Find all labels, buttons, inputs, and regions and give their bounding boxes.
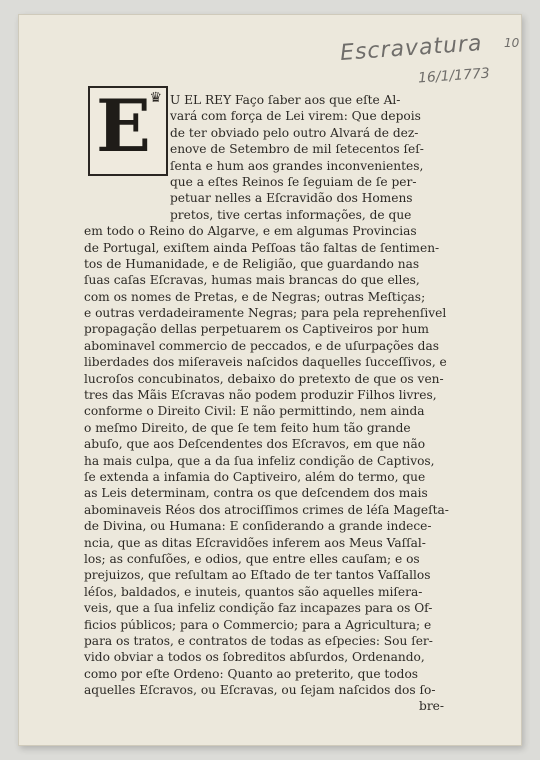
handwritten-annotation-number: 10	[504, 36, 520, 50]
text-line: U EL REY Faço ſaber aos que eſte Al-	[170, 93, 401, 107]
text-line: pretos, tive certas informações, de que	[170, 207, 412, 222]
document-body	[84, 92, 449, 715]
text-line: liberdades dos miſeraveis naſcidos daquelles ſucceſſivos, e	[84, 355, 447, 370]
initial-letter: E	[96, 83, 151, 168]
text-line: prejuizos, que reſultam ao Eſtado de ter tantos Vaſſallos	[84, 568, 431, 583]
text-line: ficios públicos; para o Commercio; para a Agricultura; e	[84, 617, 432, 632]
text-line: vará com força de Lei virem: Que depois	[170, 109, 421, 124]
text-line: léſos, baldados, e inuteis, quantos são aquelles miſera-	[84, 584, 423, 599]
text-line: as Leis determinam, contra os que deſcendem dos mais	[84, 486, 428, 501]
text-line: lucroſos concubinatos, debaixo do pretexto de que os ven-	[84, 371, 444, 386]
text-line: de Divina, ou Humana: E conſiderando a grande indece-	[84, 519, 432, 534]
text-line: ſenta e hum aos grandes inconvenientes,	[170, 158, 424, 173]
text-line: e outras verdadeiramente Negras; para pela reprehenſivel	[84, 306, 447, 321]
text-line: abominaveis Réos dos atrociſſimos crimes de léſa Mageſta-	[84, 502, 449, 517]
text-line: de ter obviado pelo outro Alvará de dez-	[170, 125, 419, 140]
text-line: ncia, que as ditas Eſcravidões inferem aos Meus Vaſſal-	[84, 535, 426, 550]
text-line: vido obviar a todos os ſobreditos abſurdos, Ordenando,	[84, 650, 425, 665]
text-line: conforme o Direito Civil: E não permittindo, nem ainda	[84, 404, 425, 419]
handwritten-annotation-title: Escravatura	[339, 31, 484, 66]
text-line: em todo o Reino do Algarve, e em algumas Provincias	[84, 224, 417, 239]
text-line: de Portugal, exiſtem ainda Peſſoas tão faltas de ſentimen-	[84, 240, 440, 255]
text-line: ha mais culpa, que a da ſua infeliz condição de Captivos,	[84, 453, 435, 468]
text-line: los; as confuſões, e odios, que entre elles cauſam; e os	[84, 551, 420, 566]
text-line: abominavel commercio de peccados, e de uſurpações das	[84, 338, 439, 353]
text-line: como por eſte Ordeno: Quanto ao preterito, que todos	[84, 666, 419, 681]
text-line: abuſo, que aos Deſcendentes dos Eſcravos, em que não	[84, 437, 426, 452]
text-line: enove de Setembro de mil ſetecentos ſeſ-	[170, 142, 424, 157]
text-line: petuar nelles a Eſcravidão dos Homens	[170, 191, 413, 206]
crown-icon: ♛	[149, 90, 162, 106]
text-line: ſe extenda a infamia do Captiveiro, além do termo, que	[84, 469, 426, 484]
text-line: tres das Mãis Eſcravas não podem produzir Filhos livres,	[84, 388, 437, 403]
catchword: bre-	[419, 699, 444, 714]
text-line: propagação dellas perpetuarem os Captiveiros por hum	[84, 322, 429, 337]
text-line: ſuas caſas Eſcravas, humas mais brancas do que elles,	[84, 273, 420, 288]
text-line: o meſmo Direito, de que ſe tem feito hum tão grande	[84, 420, 411, 435]
text-line: aquelles Eſcravos, ou Eſcravas, ou ſejam naſcidos dos ſo-	[84, 683, 436, 698]
document-page	[18, 14, 522, 746]
text-line: veis, que a ſua infeliz condição faz incapazes para os Of-	[84, 601, 433, 616]
text-line: com os nomes de Pretas, e de Negras; outras Meſtiças;	[84, 289, 426, 304]
handwritten-annotation-date: 16/1/1773	[417, 65, 491, 87]
text-line: tos de Humanidade, e de Religião, que guardando nas	[84, 256, 420, 271]
text-line: que a eſtes Reinos ſe ſeguiam de ſe per-	[170, 174, 417, 189]
text-line: para os tratos, e contratos de todas as eſpecies: Sou ſer-	[84, 633, 433, 648]
